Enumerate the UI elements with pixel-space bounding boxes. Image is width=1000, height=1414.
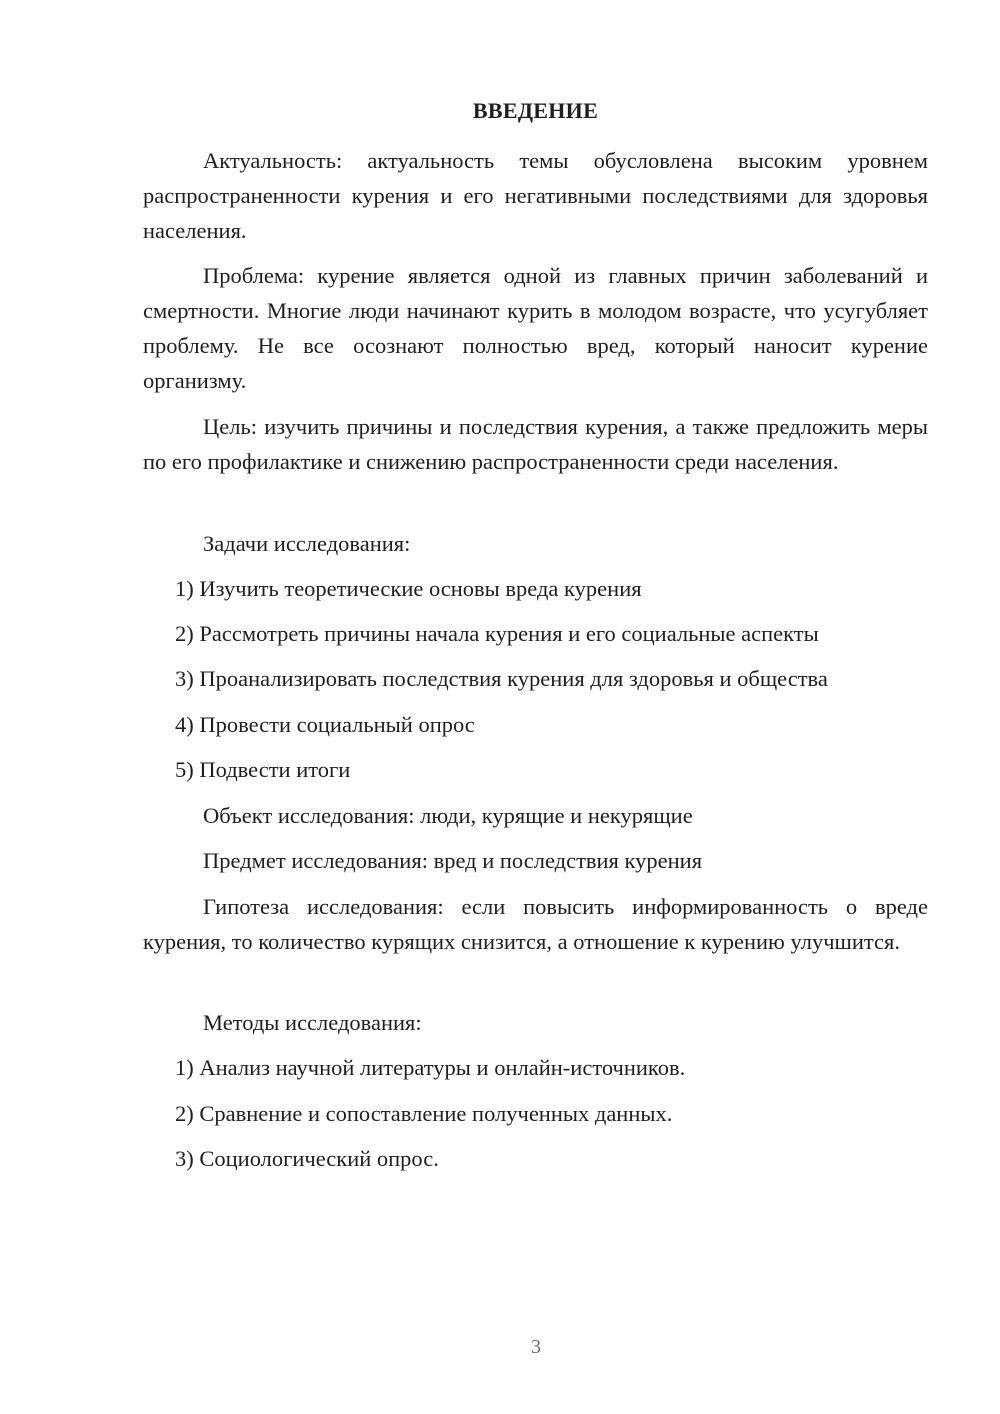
research-object: Объект исследования: люди, курящие и некурящие xyxy=(203,803,693,828)
task-item-5: 5) Подвести итоги xyxy=(175,757,351,782)
problem-paragraph: Проблема: курение является одной из главных причин заболеваний и смертности. Многие люди начинают курить в молодом возрасте, что усугубляет проблему. Не все осознают полностью вред, который наносит курение организму. xyxy=(143,263,928,393)
methods-heading: Методы исследования: xyxy=(203,1010,422,1035)
goal-paragraph: Цель: изучить причины и последствия курения, а также предложить меры по его профилактике и снижению распространенности среди населения. xyxy=(143,414,928,474)
page-title: ВВЕДЕНИЕ xyxy=(472,98,599,123)
task-item-4: 4) Провести социальный опрос xyxy=(175,712,475,737)
method-item-1: 1) Анализ научной литературы и онлайн-источников. xyxy=(175,1055,686,1080)
method-item-2: 2) Сравнение и сопоставление полученных данных. xyxy=(175,1101,673,1126)
task-item-3: 3) Проанализировать последствия курения для здоровья и общества xyxy=(175,666,828,691)
tasks-heading: Задачи исследования: xyxy=(203,531,411,556)
method-item-3: 3) Социологический опрос. xyxy=(175,1146,439,1171)
hypothesis-paragraph: Гипотеза исследования: если повысить информированность о вреде курения, то количество курящих снизится, а отношение к курению улучшится. xyxy=(143,894,928,954)
research-subject: Предмет исследования: вред и последствия курения xyxy=(203,848,703,873)
task-item-1: 1) Изучить теоретические основы вреда курения xyxy=(175,576,642,601)
page-number: 3 xyxy=(531,1336,541,1358)
relevance-paragraph: Актуальность: актуальность темы обусловлена высоким уровнем распространенности курения и его негативными последствиями для здоровья населения. xyxy=(143,148,928,243)
task-item-2: 2) Рассмотреть причины начала курения и его социальные аспекты xyxy=(175,621,819,646)
